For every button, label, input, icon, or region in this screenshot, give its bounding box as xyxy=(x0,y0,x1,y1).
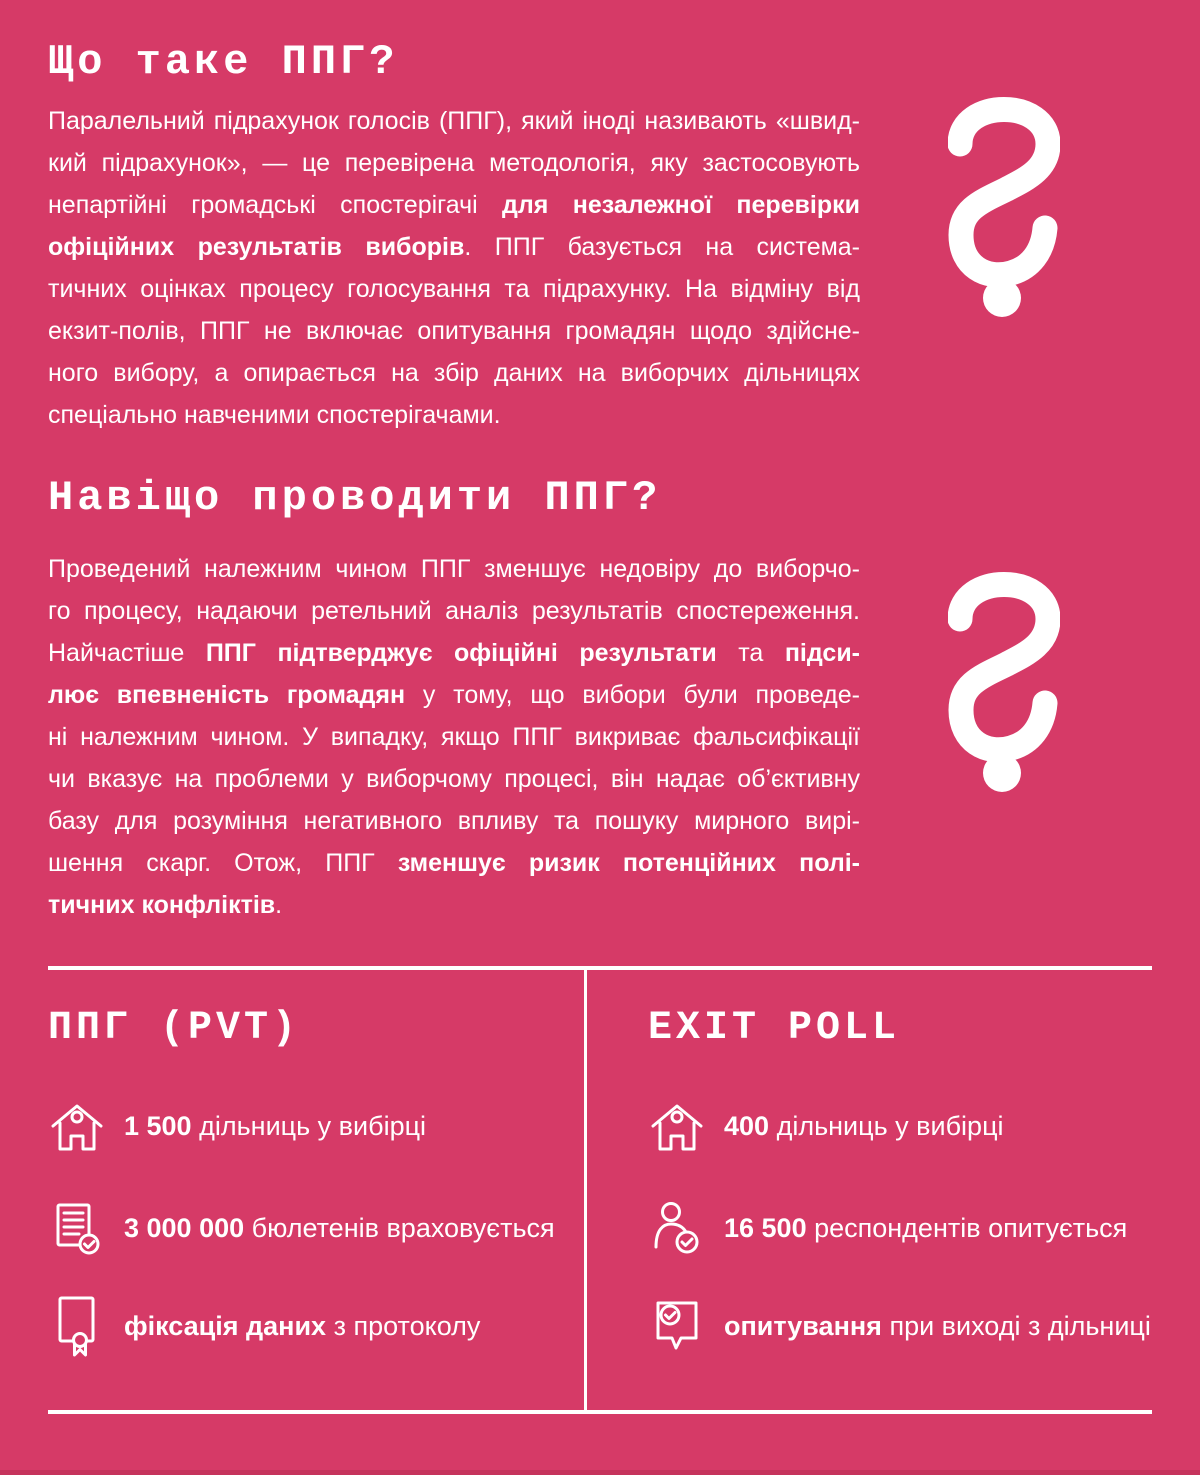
section-what-title: Що таке ППГ? xyxy=(48,38,399,86)
body-text: непартійні громадські спостерігачі xyxy=(48,191,503,219)
emphasized-text: ППГ підтверджує офіційні результати xyxy=(205,639,717,667)
emphasized-text: лює впевненість громадян xyxy=(48,681,406,709)
paragraph-line xyxy=(48,758,860,800)
stat-value: 400 xyxy=(724,1110,770,1141)
paragraph-line xyxy=(48,142,860,184)
protocol-icon xyxy=(48,1295,106,1357)
stat-label: дільниць у вибірці xyxy=(769,1110,1004,1141)
paragraph-line xyxy=(48,800,860,842)
section-why-paragraph xyxy=(48,548,860,926)
body-text: Проведений належним чином ППГ зменшує недовіру до виборчо- xyxy=(48,555,860,583)
paragraph-line xyxy=(48,268,860,310)
paragraph-line xyxy=(48,674,860,716)
body-text: кий підрахунок», — це перевірена методологія, яку застосовують xyxy=(48,149,860,177)
stat-label: дільниць у вибірці xyxy=(191,1110,427,1141)
paragraph-line xyxy=(48,716,860,758)
stat-row-pvt-protocol xyxy=(48,1294,480,1358)
body-text: спеціально навченими спостерігачами. xyxy=(48,401,501,429)
stat-label: бюлетенів враховується xyxy=(244,1212,555,1243)
body-text: шення скарг. Отож, ППГ xyxy=(48,849,398,877)
body-text: екзит-полів, ППГ не включає опитування громадян щодо здійсне- xyxy=(48,317,860,345)
section-what-paragraph xyxy=(48,100,860,436)
stat-row-pvt-stations xyxy=(48,1094,426,1158)
body-text: Паралельний підрахунок голосів (ППГ), який іноді називають «швид- xyxy=(48,107,860,135)
body-text: . xyxy=(275,891,283,919)
body-text: ного вибору, а опирається на збір даних на виборчих дільницях xyxy=(48,359,860,387)
body-text: го процесу, надаючи ретельний аналіз результатів спостереження. xyxy=(48,597,860,625)
question-mark-icon xyxy=(948,561,1060,799)
stat-text xyxy=(124,1311,480,1342)
body-text: . ППГ базується на система- xyxy=(464,233,861,261)
body-text: та xyxy=(716,639,785,667)
paragraph-line xyxy=(48,100,860,142)
stat-value: опитування xyxy=(724,1310,882,1341)
stat-label: респондентів опитується xyxy=(806,1212,1128,1243)
divider-horizontal-top xyxy=(48,966,1152,970)
section-why-title: Навіщо проводити ППГ? xyxy=(48,474,662,522)
stat-value: 16 500 xyxy=(724,1212,807,1243)
question-mark-icon xyxy=(948,86,1060,324)
ballots-icon xyxy=(48,1201,106,1255)
polling-station-icon xyxy=(648,1100,706,1152)
paragraph-line xyxy=(48,884,860,926)
stat-row-pvt-ballots xyxy=(48,1196,555,1260)
stat-label: при виході з дільниці xyxy=(881,1310,1151,1341)
stat-value: фіксація даних xyxy=(124,1310,327,1341)
body-text: у тому, що вибори були проведе- xyxy=(405,681,860,709)
stat-row-exit-stations xyxy=(648,1094,1004,1158)
paragraph-line xyxy=(48,548,860,590)
body-text: тичних оцінках процесу голосування та підрахунку. На відміну від xyxy=(48,275,860,303)
stat-row-exit-survey xyxy=(648,1294,1151,1358)
paragraph-line xyxy=(48,394,860,436)
exit-survey-icon xyxy=(648,1298,706,1354)
polling-station-icon xyxy=(48,1100,106,1152)
body-text: базу для розуміння негативного впливу та пошуку мирного вирі- xyxy=(48,807,860,835)
emphasized-text: офіційних результатів виборів xyxy=(48,233,465,261)
stat-text xyxy=(124,1213,555,1244)
paragraph-line xyxy=(48,226,860,268)
emphasized-text: підси- xyxy=(784,639,861,667)
divider-vertical xyxy=(584,970,587,1410)
paragraph-line xyxy=(48,310,860,352)
stat-text xyxy=(724,1213,1127,1244)
stat-value: 1 500 xyxy=(124,1110,192,1141)
paragraph-line xyxy=(48,352,860,394)
stat-row-exit-respondents xyxy=(648,1196,1127,1260)
pvt-column-title: ППГ (PVT) xyxy=(48,1006,301,1051)
emphasized-text: зменшує ризик потенційних полі- xyxy=(397,849,860,877)
exit-poll-column-title: EXIT POLL xyxy=(648,1006,901,1051)
paragraph-line xyxy=(48,632,860,674)
stat-label: з протоколу xyxy=(326,1310,481,1341)
stat-value: 3 000 000 xyxy=(124,1212,245,1243)
respondent-icon xyxy=(648,1200,706,1256)
stat-text xyxy=(724,1311,1151,1342)
paragraph-line xyxy=(48,184,860,226)
divider-horizontal-bottom xyxy=(48,1410,1152,1414)
paragraph-line xyxy=(48,590,860,632)
emphasized-text: для незалежної перевірки xyxy=(502,191,860,219)
body-text: чи вказує на проблеми у виборчому процесі, він надає об’єктивну xyxy=(48,765,860,793)
emphasized-text: тичних конфліктів xyxy=(48,891,276,919)
stat-text xyxy=(124,1111,426,1142)
bottom-edge-strip xyxy=(0,1470,1200,1475)
body-text: ні належним чином. У випадку, якщо ППГ викриває фальсифікації xyxy=(48,723,860,751)
body-text: Найчастіше xyxy=(48,639,206,667)
stat-text xyxy=(724,1111,1004,1142)
paragraph-line xyxy=(48,842,860,884)
